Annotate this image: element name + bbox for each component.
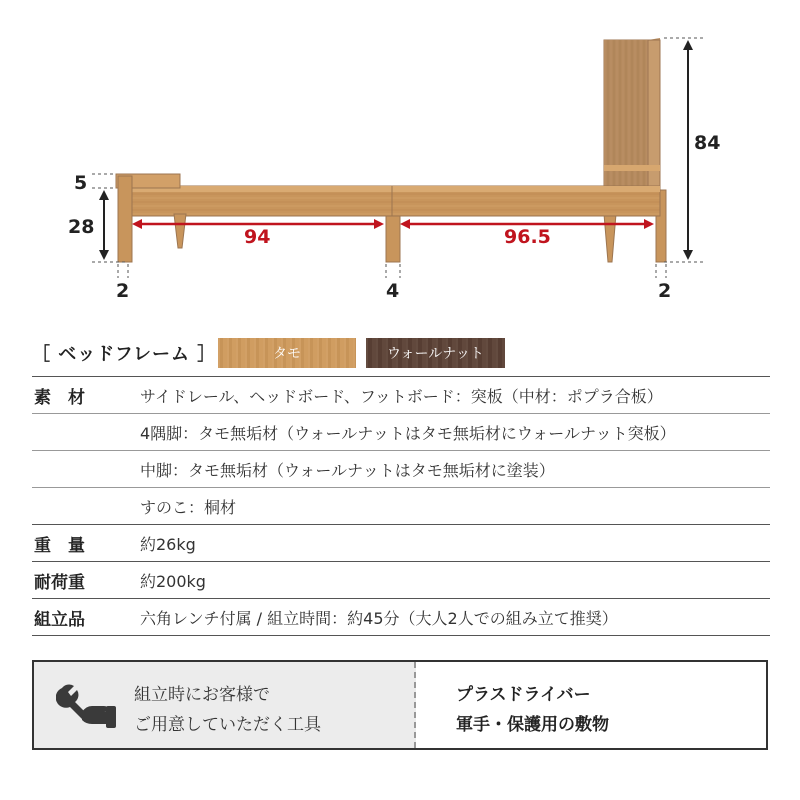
bed-frame-header — [32, 338, 772, 370]
right-span-label: 96.5 — [504, 226, 551, 248]
spec-value: 約200kg — [140, 571, 206, 591]
center-leg — [386, 216, 400, 262]
spec-value: 約26kg — [140, 534, 196, 554]
left-leg-label: 2 — [116, 280, 130, 302]
tools-list-panel — [416, 662, 766, 748]
table-row — [32, 599, 770, 636]
foot-board-top-label: 5 — [74, 172, 88, 194]
left-span-label: 94 — [244, 226, 271, 248]
spec-label-weight: 重 量 — [34, 535, 85, 556]
tools-list — [456, 680, 609, 740]
headboard-height-label: 84 — [694, 132, 721, 154]
spec-value: サイドレール、ヘッドボード、フットボード：突板（中材：ポプラ合板） — [140, 386, 663, 406]
tools-prompt-panel — [34, 662, 416, 748]
spec-value: 中脚：タモ無垢材（ウォールナットはタモ無垢材に塗装） — [140, 460, 555, 480]
table-row — [32, 525, 770, 562]
spec-value: 六角レンチ付属 / 組立時間：約45分（大人2人での組み立て推奨） — [140, 608, 618, 628]
bed-side-view-diagram — [0, 0, 800, 320]
leg-width-guides — [118, 264, 666, 278]
tool-item: 軍手・保護用の敷物 — [456, 715, 609, 735]
section-title: ［ ベッドフレーム ］ — [32, 344, 217, 365]
wrench-hand-icon — [56, 682, 118, 732]
headboard — [604, 38, 666, 262]
spec-label-assembly: 組立品 — [34, 609, 85, 630]
side-rail — [120, 186, 660, 216]
color-swatch-walnut: ウォールナット — [366, 338, 505, 368]
table-row — [32, 414, 770, 451]
color-swatch-tamo: タモ — [218, 338, 356, 368]
table-row — [32, 562, 770, 599]
center-leg-label: 4 — [386, 280, 400, 302]
table-row — [32, 377, 770, 414]
spec-value: 4隅脚：タモ無垢材（ウォールナットはタモ無垢材にウォールナット突板） — [140, 423, 676, 443]
tools-prompt-text — [134, 680, 321, 740]
tools-prompt-line2: ご用意していただく工具 — [134, 715, 321, 735]
required-tools-box — [32, 660, 768, 750]
right-leg-label: 2 — [658, 280, 672, 302]
table-row — [32, 451, 770, 488]
footboard — [116, 174, 186, 262]
table-row — [32, 488, 770, 525]
spec-table — [32, 376, 770, 636]
tool-item: プラスドライバー — [456, 685, 591, 705]
spec-label-material: 素 材 — [34, 387, 85, 408]
foot-height-label: 28 — [68, 216, 95, 238]
spec-value: すのこ：桐材 — [140, 497, 237, 517]
tools-prompt-line1: 組立時にお客様で — [134, 685, 270, 705]
spec-label-load: 耐荷重 — [34, 572, 85, 593]
